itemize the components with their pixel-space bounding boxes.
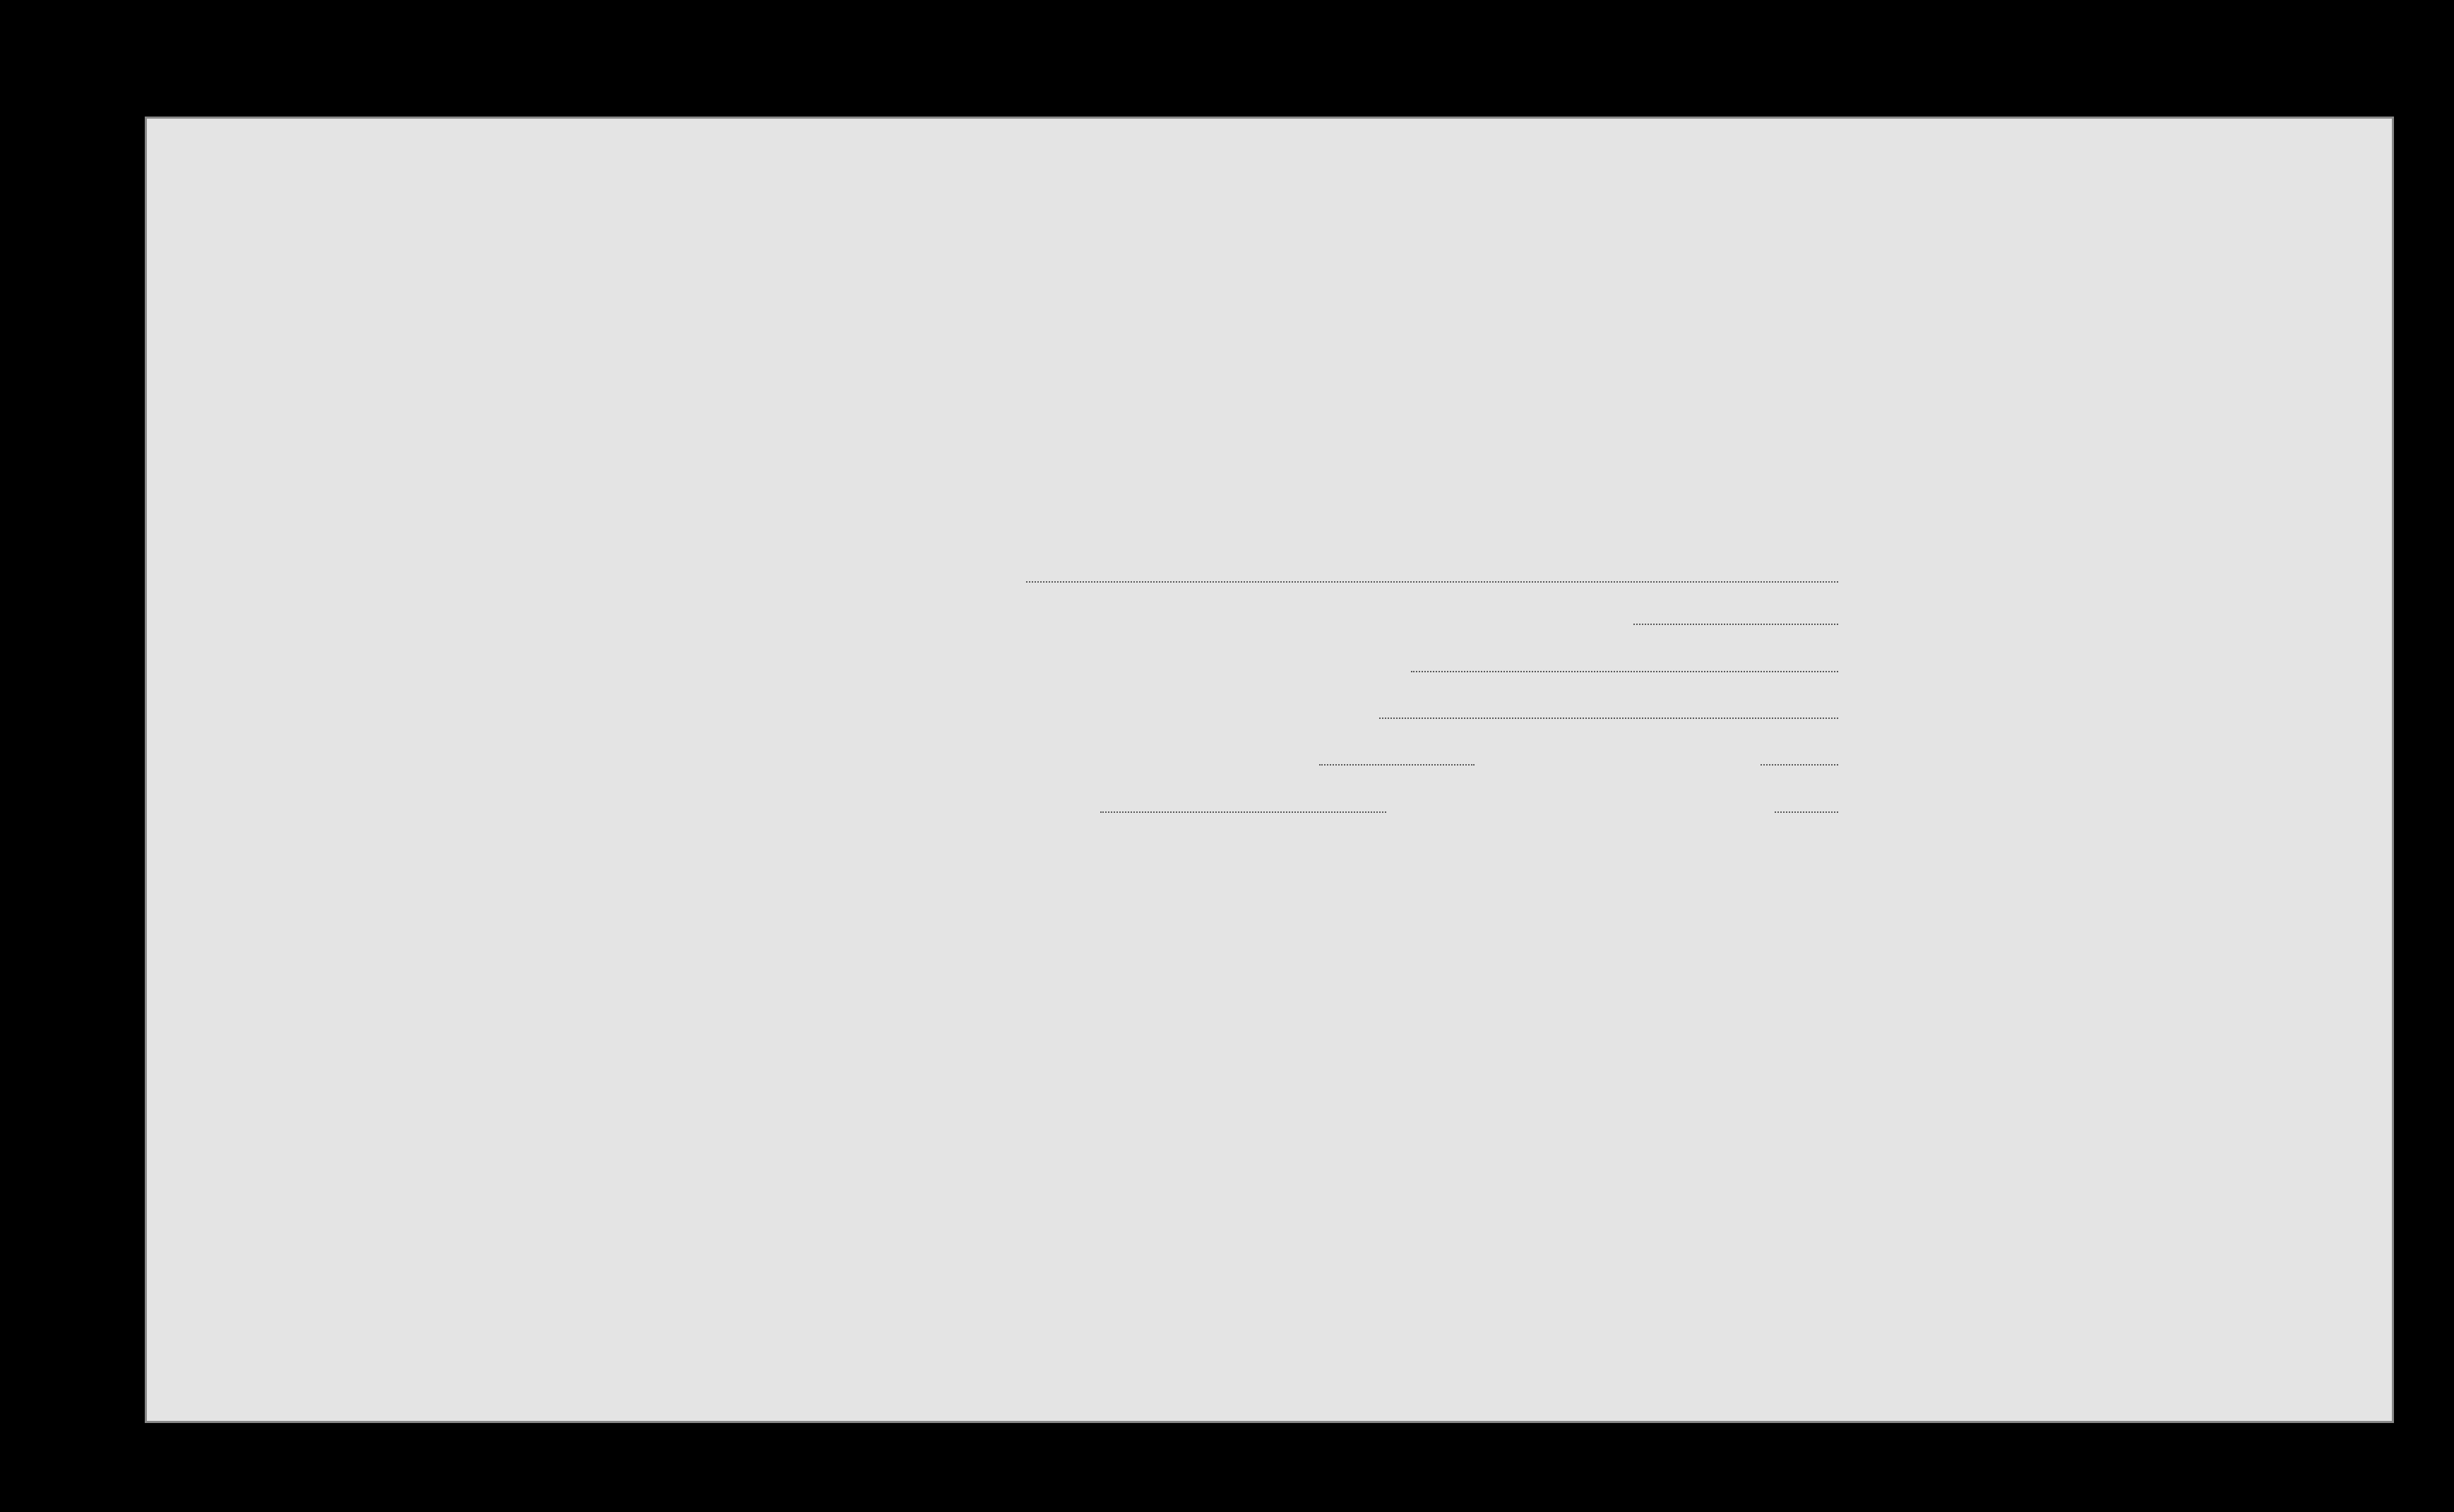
answer-line xyxy=(1100,811,1386,813)
answer-line xyxy=(1026,581,1838,583)
answer-line xyxy=(1411,671,1838,672)
answer-line xyxy=(1761,764,1838,766)
answer-line xyxy=(1319,764,1475,766)
answer-line xyxy=(1633,624,1838,625)
census-card xyxy=(145,117,2394,1423)
answer-line xyxy=(1379,718,1838,719)
answer-line xyxy=(1775,811,1838,813)
